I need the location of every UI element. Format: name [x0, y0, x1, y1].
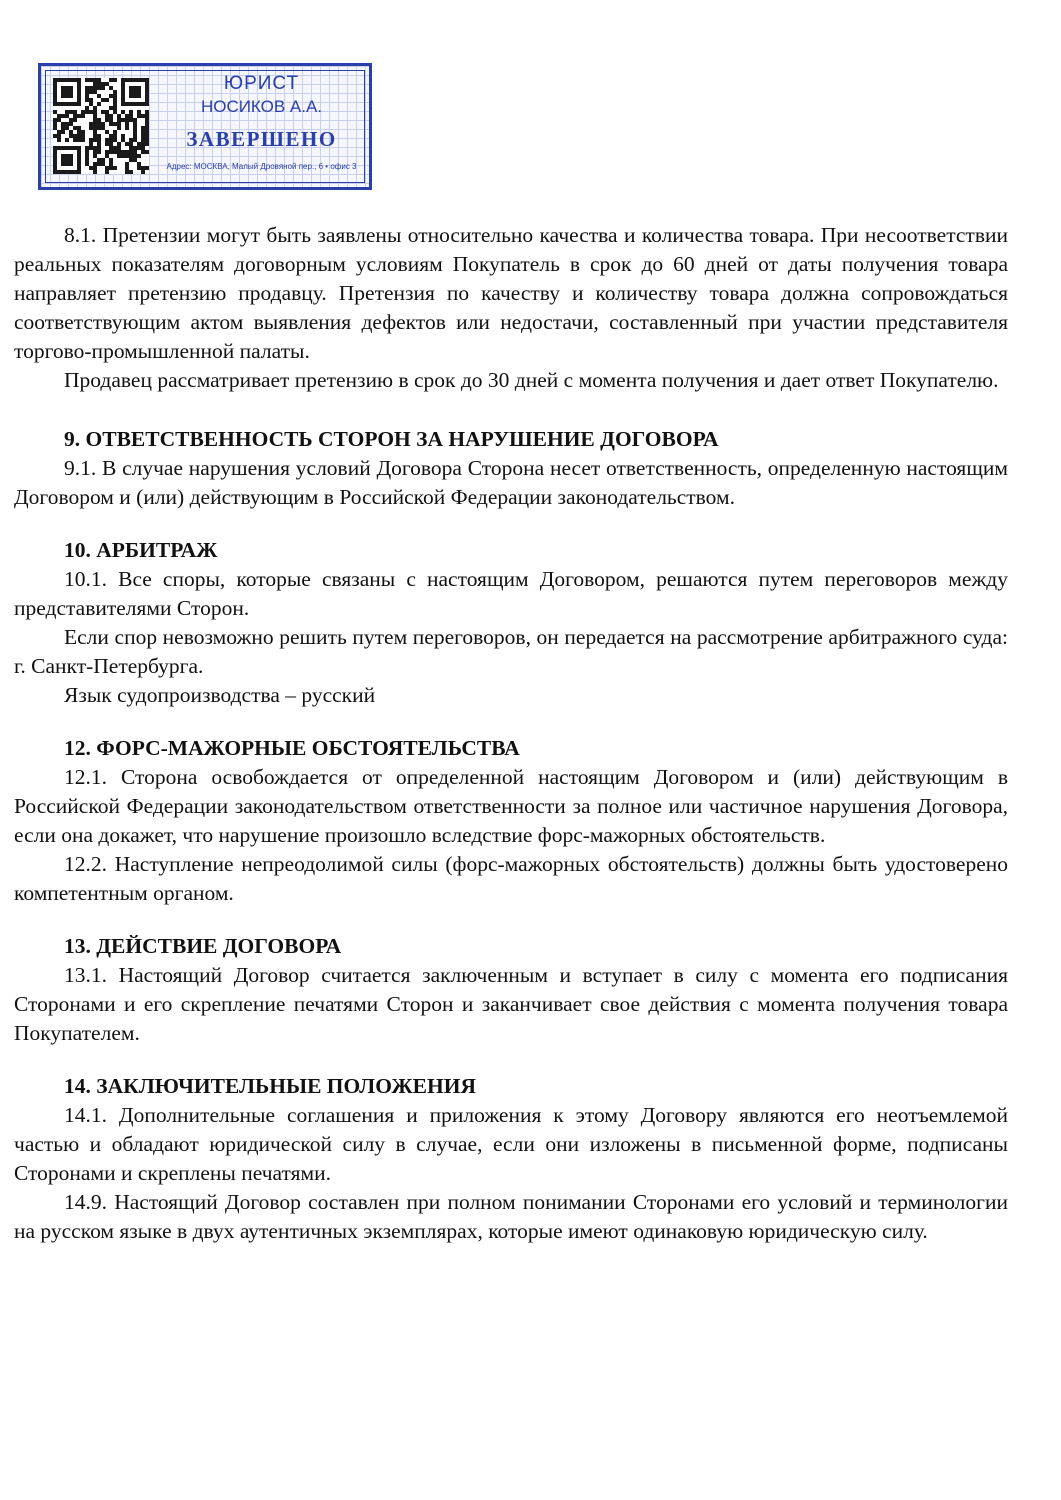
paragraph-10-1: 10.1. Все споры, которые связаны с настоящим Договором, решаются путем переговоров между представителями Сторон.: [14, 567, 1008, 620]
qr-code-icon: [53, 78, 149, 174]
section-title-9: 9. ОТВЕТСТВЕННОСТЬ СТОРОН ЗА НАРУШЕНИЕ ДОГОВОРА: [64, 427, 719, 451]
paragraph-14-1: 14.1. Дополнительные соглашения и приложения к этому Договору являются его неотъемлемой частью и обладают юридической силу в случае, если они изложены в письменной форме, подписаны Сторонами и скреплены печатями.: [14, 1103, 1008, 1185]
paragraph-14-9: 14.9. Настоящий Договор составлен при полном понимании Сторонами его условий и терминологии на русском языке в двух аутентичных экземплярах, которые имеют одинаковую юридическую силу.: [14, 1190, 1008, 1243]
stamp-title: ЮРИСТ: [223, 73, 300, 94]
paragraph-10-3: Язык судопроизводства – русский: [64, 683, 376, 707]
section-14: [14, 1072, 1008, 1246]
section-title-13: 13. ДЕЙСТВИЕ ДОГОВОРА: [64, 934, 342, 958]
lawyer-stamp: [38, 63, 372, 190]
paragraph-13-1: 13.1. Настоящий Договор считается заключенным и вступает в силу с момента его подписания Сторонами и его скрепление печатями Сторон и заканчивает свое действия с момента получения товара Покупателем.: [14, 963, 1008, 1045]
stamp-address: Адрес: МОСКВА, Малый Дровяной пер., 6 • офис 3: [166, 162, 357, 171]
stamp-name: НОСИКОВ А.А.: [200, 97, 323, 116]
section-title-12: 12. ФОРС-МАЖОРНЫЕ ОБСТОЯТЕЛЬСТВА: [64, 736, 520, 760]
section-title-14: 14. ЗАКЛЮЧИТЕЛЬНЫЕ ПОЛОЖЕНИЯ: [64, 1074, 476, 1098]
document-body: [14, 221, 1008, 1246]
stamp-status: ЗАВЕРШЕНО: [186, 127, 337, 151]
paragraph-8-1: 8.1. Претензии могут быть заявлены относительно качества и количества товара. При несоответствии реальных показателям договорным условиям Покупатель в срок до 60 дней от даты получения товара направляет претензию продавцу. Претензия по качеству и количеству товара должна сопровождаться соответствующим актом выявления дефектов или недостачи, составленный при участии представителя торгово-промышленной палаты.: [14, 223, 1008, 363]
section-title-10: 10. АРБИТРАЖ: [64, 538, 218, 562]
section-12: [14, 734, 1008, 908]
section-13: [14, 932, 1008, 1048]
section-9: [14, 425, 1008, 512]
paragraph-8-2: Продавец рассматривает претензию в срок до 30 дней с момента получения и дает ответ Покупателю.: [64, 368, 999, 392]
paragraph-10-2: Если спор невозможно решить путем переговоров, он передается на рассмотрение арбитражного суда: г. Санкт-Петербурга.: [14, 625, 1008, 678]
section-10: [14, 536, 1008, 710]
section-8: [14, 221, 1008, 395]
paragraph-9-1: 9.1. В случае нарушения условий Договора Сторона несет ответственность, определенную настоящим Договором и (или) действующим в Российской Федерации законодательством.: [14, 456, 1008, 509]
stamp-text: [159, 72, 364, 174]
paragraph-12-2: 12.2. Наступление непреодолимой силы (форс-мажорных обстоятельств) должны быть удостоверено компетентным органом.: [14, 852, 1008, 905]
paragraph-12-1: 12.1. Сторона освобождается от определенной настоящим Договором и (или) действующим в Российской Федерации законодательством ответственности за полное или частичное нарушения Договора, если она докажет, что нарушение произошло вследствие форс-мажорных обстоятельств.: [14, 765, 1008, 847]
